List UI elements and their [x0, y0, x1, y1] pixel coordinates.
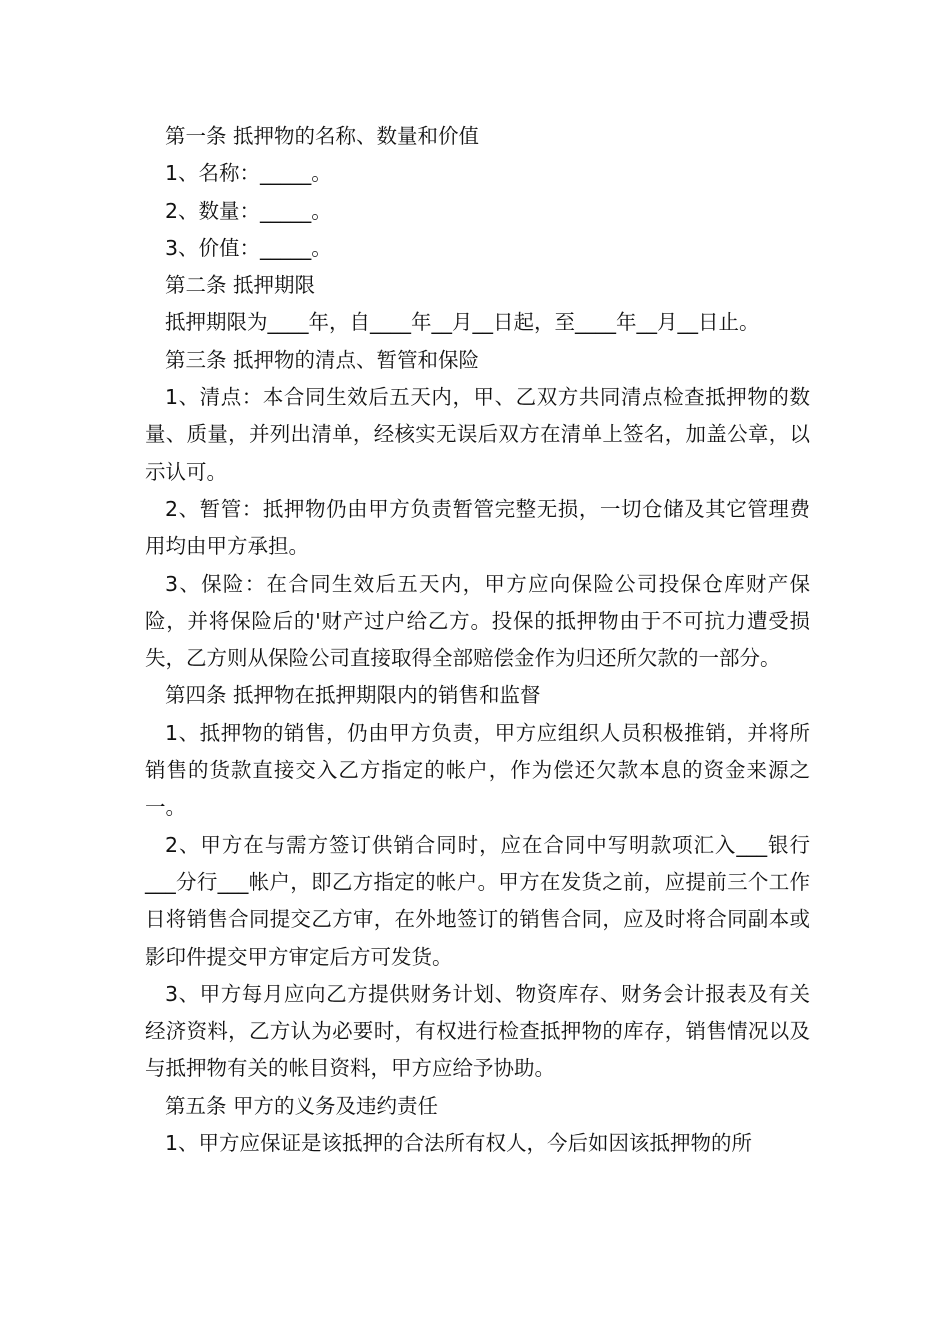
article-2-heading: 第二条 抵押期限 — [165, 273, 316, 298]
article-3-para-custody: 2、暂管：抵押物仍由甲方负责暂管完整无损，一切仓储及其它管理费用均由甲方承担。 — [145, 496, 810, 559]
article-1-item-value: 3、价值：_____。 — [165, 235, 332, 260]
article-1-item-name: 1、名称：_____。 — [165, 161, 332, 186]
article-1-heading: 第一条 抵押物的名称、数量和价值 — [165, 124, 480, 148]
article-5-heading: 第五条 甲方的义务及违约责任 — [165, 1093, 439, 1118]
article-3-heading: 第三条 抵押物的清点、暂管和保险 — [165, 347, 480, 372]
article-1-item-quantity: 2、数量：_____。 — [165, 198, 332, 223]
article-3-para-inventory: 1、清点：本合同生效后五天内，甲、乙双方共同清点检查抵押物的数量、质量，并列出清单，经核实无误后双方在清单上签名，加盖公章，以示认可。 — [145, 385, 810, 484]
article-2-term: 抵押期限为____年，自____年__月__日起，至____年__月__日止。 — [165, 310, 760, 335]
article-4-para-sales: 1、抵押物的销售，仍由甲方负责，甲方应组织人员积极推销，并将所销售的货款直接交入乙方指定的帐户，作为偿还欠款本息的资金来源之一。 — [145, 720, 810, 820]
article-5-para-ownership: 1、甲方应保证是该抵押的合法所有权人，今后如因该抵押物的所 — [165, 1131, 753, 1156]
article-4-para-reporting: 3、甲方每月应向乙方提供财务计划、物资库存、财务会计报表及有关经济资料，乙方认为必要时，有权进行检查抵押物的库存，销售情况以及与抵押物有关的帐目资料，甲方应给予协助。 — [145, 981, 810, 1081]
article-4-para-contracts: 2、甲方在与需方签订供销合同时，应在合同中写明款项汇入___银行___分行___帐户，即乙方指定的帐户。甲方在发货之前，应提前三个工作日将销售合同提交乙方审，在外地签订的销售合同，应及时将合同副本或影印件提交甲方审定后方可发货。 — [145, 832, 810, 969]
article-3-para-insurance: 3、保险：在合同生效后五天内，甲方应向保险公司投保仓库财产保险，并将保险后的'财产过户给乙方。投保的抵押物由于不可抗力遭受损失，乙方则从保险公司直接取得全部赔偿金作为归还所欠款的一部分。 — [145, 571, 810, 671]
contract-body — [145, 118, 810, 1162]
article-4-heading: 第四条 抵押物在抵押期限内的销售和监督 — [165, 683, 541, 708]
